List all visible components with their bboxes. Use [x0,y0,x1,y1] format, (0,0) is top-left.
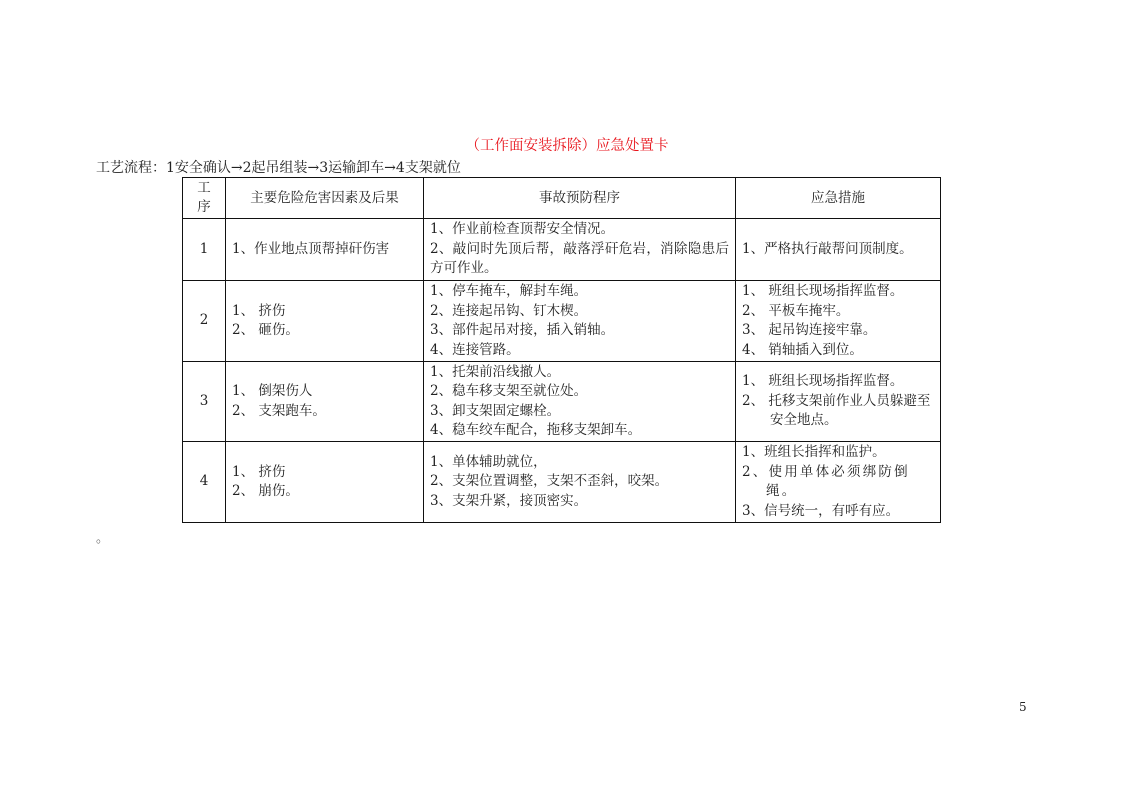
prevention-item: 4、稳车绞车配合，拖移支架卸车。 [430,422,642,438]
step-cell: 2 [183,281,226,362]
emergency-item: 1、 班组长现场指挥监督。 [742,373,904,390]
header-hazard: 主要危险危害因素及后果 [226,178,424,219]
prevention-cell [424,219,736,281]
table-row [183,219,941,281]
prevention-item: 4、连接管路。 [430,341,520,358]
table-row [183,442,941,523]
prevention-item: 2、稳车移支架至就位处。 [430,383,588,399]
hazard-cell [226,219,424,281]
hazard-cell [226,442,424,523]
header-prevention: 事故预防程序 [424,178,736,219]
hazard-cell [226,362,424,442]
prevention-item: 1、停车掩车，解封车绳。 [430,283,588,299]
emergency-cell [736,442,941,523]
hazard-cell [226,281,424,362]
emergency-item: 1、 班组长现场指挥监督。 [742,283,904,299]
trailing-punctuation: 。 [96,531,110,546]
emergency-cell [736,281,941,362]
emergency-item: 3、信号统一，有呼有应。 [742,502,900,519]
emergency-item: 1、班组长指挥和监护。 [742,444,886,460]
prevention-item: 3、部件起吊对接，插入销轴。 [430,322,615,338]
prevention-item: 1、作业前检查顶帮安全情况。 [430,221,615,238]
hazard-item: 2、 砸伤。 [232,322,299,338]
process-flow-text: 工艺流程：1安全确认→2起吊组装→3运输卸车→4支架就位 [96,160,461,176]
page-number: 5 [1019,700,1027,714]
emergency-cell [736,219,941,281]
prevention-item: 1、托架前沿线撤人。 [430,363,561,380]
step-cell: 1 [183,219,226,281]
prevention-item: 3、卸支架固定螺栓。 [430,402,561,419]
emergency-item: 1、严格执行敲帮问顶制度。 [742,240,913,257]
emergency-response-table [182,177,941,523]
prevention-cell [424,442,736,523]
table-row [183,281,941,362]
hazard-item: 1、作业地点顶帮掉矸伤害 [232,240,390,257]
step-cell: 4 [183,442,226,523]
prevention-item: 1、单体辅助就位， [430,453,547,470]
emergency-item: 2、 托移支架前作业人员躲避至安全地点。 [742,392,931,429]
emergency-item: 2、使用单体必须绑防倒绳。 [742,463,910,499]
emergency-item: 4、 销轴插入到位。 [742,341,863,358]
emergency-item: 3、 起吊钩连接牢靠。 [742,322,877,338]
hazard-item: 2、 支架跑车。 [232,402,326,419]
prevention-item: 2、敲问时先顶后帮，敲落浮矸危岩，消除隐患后方可作业。 [430,240,729,277]
prevention-cell [424,362,736,442]
step-cell: 3 [183,362,226,442]
prevention-item: 2、连接起吊钩、钉木楔。 [430,302,588,319]
header-step-line1: 工 [197,180,211,196]
hazard-item: 1、 挤伤 [232,463,286,480]
emergency-cell [736,362,941,442]
header-emergency: 应急措施 [736,178,941,219]
header-step-line2: 序 [197,199,211,215]
page-title: （工作面安装拆除）应急处置卡 [465,138,669,154]
table-row [183,362,941,442]
hazard-item: 1、 挤伤 [232,302,286,319]
table-header-row [183,178,941,219]
hazard-item: 1、 倒架伤人 [232,383,313,399]
header-step [183,178,226,219]
emergency-item: 2、 平板车掩牢。 [742,302,850,319]
prevention-cell [424,281,736,362]
hazard-item: 2、 崩伤。 [232,483,299,499]
prevention-item: 3、支架升紧，接顶密实。 [430,492,588,509]
prevention-item: 2、支架位置调整，支架不歪斜，咬架。 [430,473,669,490]
